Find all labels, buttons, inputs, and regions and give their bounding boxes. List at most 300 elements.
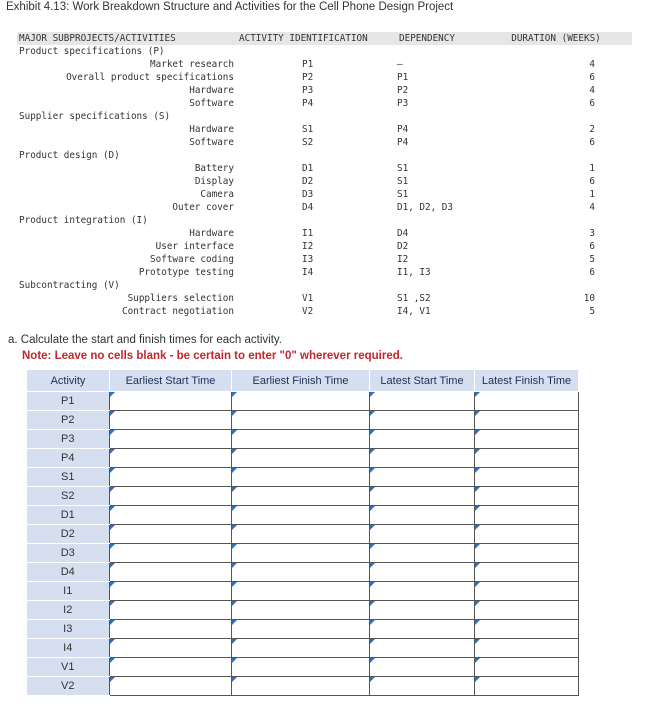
earliest-start-input[interactable] [110,678,231,694]
wbs-activity-row [17,162,632,175]
wbs-activity-row [17,97,632,110]
latest-finish-input-cell[interactable] [475,563,579,582]
earliest-finish-input-cell[interactable] [232,620,370,639]
input-corner-marker-icon [110,544,115,549]
wbs-activity-row [17,188,632,201]
latest-finish-input[interactable] [475,545,578,561]
earliest-start-input-cell[interactable] [110,620,232,639]
wbs-activity-row [17,305,632,318]
wbs-activity-name: Contract negotiation [122,306,234,317]
latest-start-input[interactable] [370,488,474,504]
latest-finish-input[interactable] [475,621,578,637]
input-corner-marker-icon [110,525,115,530]
latest-start-input[interactable] [370,412,474,428]
earliest-finish-input-cell[interactable] [232,506,370,525]
wbs-activity-name: Software [189,98,234,109]
earliest-start-input-cell[interactable] [110,430,232,449]
latest-finish-input[interactable] [475,507,578,523]
earliest-start-input-cell[interactable] [110,506,232,525]
wbs-duration: 4 [589,202,595,213]
earliest-finish-input-cell[interactable] [232,658,370,677]
wbs-activity-id: I4 [302,267,314,278]
wbs-activity-id: P1 [302,59,314,70]
latest-start-input[interactable] [370,545,474,561]
wbs-dependency: P3 [397,98,409,109]
input-corner-marker-icon [110,563,115,568]
answer-row [27,411,579,430]
latest-start-input[interactable] [370,621,474,637]
wbs-dependency: S1 ,S2 [397,293,431,304]
activity-label: S2 [27,487,110,506]
latest-start-input-cell[interactable] [370,639,475,658]
wbs-activity-name: Software coding [150,254,234,265]
answer-header-row [27,370,579,392]
earliest-start-input-cell[interactable] [110,411,232,430]
earliest-finish-input-cell[interactable] [232,525,370,544]
earliest-finish-input[interactable] [232,431,369,447]
input-corner-marker-icon [110,582,115,587]
earliest-start-input[interactable] [110,621,231,637]
wbs-activity-row [17,123,632,136]
earliest-finish-input[interactable] [232,488,369,504]
wbs-dependency: I2 [397,254,409,265]
answer-row [27,601,579,620]
answer-row [27,544,579,563]
input-corner-marker-icon [110,449,115,454]
earliest-finish-input-cell[interactable] [232,487,370,506]
input-corner-marker-icon [232,411,237,416]
earliest-finish-input-cell[interactable] [232,544,370,563]
wbs-activity-id: V1 [302,293,314,304]
wbs-activity-name: Prototype testing [138,267,234,278]
wbs-dependency: I1, I3 [397,267,431,278]
input-corner-marker-icon [370,506,375,511]
earliest-start-input[interactable] [110,602,231,618]
latest-finish-input-cell[interactable] [475,620,579,639]
input-corner-marker-icon [232,677,237,682]
activity-label: I1 [27,582,110,601]
wbs-activity-id: S2 [302,137,314,148]
wbs-activity-row [17,253,632,266]
wbs-activity-name: Outer cover [172,202,234,213]
wbs-dependency: S1 [397,189,409,200]
wbs-activity-name: Market research [150,59,234,70]
wbs-activity-row [17,175,632,188]
activity-label: P3 [27,430,110,449]
activity-label: S1 [27,468,110,487]
latest-start-input[interactable] [370,602,474,618]
latest-start-input-cell[interactable] [370,449,475,468]
wbs-group-row [17,279,632,292]
wbs-duration: 4 [589,85,595,96]
input-corner-marker-icon [370,601,375,606]
wbs-dependency: I4, V1 [397,306,431,317]
latest-finish-input-cell[interactable] [475,506,579,525]
input-corner-marker-icon [370,411,375,416]
latest-finish-input[interactable] [475,564,578,580]
header-activity: Activity [27,370,110,392]
wbs-dependency: – [397,59,403,70]
latest-finish-input-cell[interactable] [475,677,579,696]
earliest-start-input[interactable] [110,583,231,599]
earliest-finish-input[interactable] [232,678,369,694]
earliest-finish-input[interactable] [232,393,369,409]
input-corner-marker-icon [370,620,375,625]
input-corner-marker-icon [370,582,375,587]
latest-start-input-cell[interactable] [370,544,475,563]
input-corner-marker-icon [475,506,480,511]
input-corner-marker-icon [475,601,480,606]
wbs-activity-id: S1 [302,124,314,135]
latest-start-input-cell[interactable] [370,506,475,525]
wbs-duration: 1 [589,163,595,174]
earliest-start-input[interactable] [110,488,231,504]
wbs-group-name: Product design (D) [19,150,120,161]
wbs-activity-row [17,292,632,305]
input-corner-marker-icon [370,392,375,397]
wbs-group-row [17,110,632,123]
wbs-activity-id: I3 [302,254,314,265]
wbs-header-duration: DURATION (WEEKS) [511,33,601,44]
wbs-dependency: D1, D2, D3 [397,202,453,213]
input-corner-marker-icon [110,620,115,625]
latest-start-input-cell[interactable] [370,601,475,620]
earliest-finish-input-cell[interactable] [232,430,370,449]
wbs-dependency: S1 [397,163,409,174]
input-corner-marker-icon [370,563,375,568]
wbs-header-activity: ACTIVITY IDENTIFICATION [239,33,368,44]
latest-finish-input-cell[interactable] [475,487,579,506]
latest-start-input-cell[interactable] [370,411,475,430]
earliest-start-input[interactable] [110,431,231,447]
input-corner-marker-icon [370,658,375,663]
wbs-activity-id: D4 [302,202,314,213]
wbs-header-subprojects: MAJOR SUBPROJECTS/ACTIVITIES [19,33,176,44]
earliest-start-input-cell[interactable] [110,392,232,411]
question-instruction: a. Calculate the start and finish times for each activity. [8,334,282,346]
latest-finish-input[interactable] [475,640,578,656]
answer-row [27,468,579,487]
earliest-start-input-cell[interactable] [110,449,232,468]
earliest-finish-input-cell[interactable] [232,468,370,487]
earliest-start-input[interactable] [110,564,231,580]
wbs-dependency: P2 [397,85,409,96]
earliest-finish-input-cell[interactable] [232,639,370,658]
wbs-duration: 6 [589,267,595,278]
latest-start-input[interactable] [370,640,474,656]
header-earliest-start: Earliest Start Time [110,370,232,392]
wbs-header-dependency: DEPENDENCY [399,33,455,44]
answer-row [27,392,579,411]
latest-start-input-cell[interactable] [370,677,475,696]
answer-row [27,430,579,449]
latest-finish-input[interactable] [475,583,578,599]
input-corner-marker-icon [370,430,375,435]
answer-row [27,677,579,696]
wbs-group-name: Product specifications (P) [19,46,165,57]
wbs-activity-name: Overall product specifications [66,72,234,83]
latest-finish-input-cell[interactable] [475,430,579,449]
wbs-dependency: D4 [397,228,409,239]
input-corner-marker-icon [110,430,115,435]
earliest-start-input-cell[interactable] [110,639,232,658]
wbs-duration: 6 [589,241,595,252]
latest-finish-input[interactable] [475,431,578,447]
latest-start-input-cell[interactable] [370,392,475,411]
input-corner-marker-icon [232,449,237,454]
answer-row [27,506,579,525]
input-corner-marker-icon [232,468,237,473]
earliest-start-input-cell[interactable] [110,544,232,563]
earliest-start-input[interactable] [110,393,231,409]
latest-finish-input-cell[interactable] [475,639,579,658]
wbs-activity-row [17,227,632,240]
input-corner-marker-icon [475,392,480,397]
input-corner-marker-icon [370,487,375,492]
wbs-duration: 6 [589,72,595,83]
earliest-finish-input[interactable] [232,602,369,618]
wbs-dependency: S1 [397,176,409,187]
header-earliest-finish: Earliest Finish Time [232,370,370,392]
answer-row [27,449,579,468]
earliest-start-input-cell[interactable] [110,563,232,582]
earliest-finish-input[interactable] [232,621,369,637]
earliest-finish-input[interactable] [232,526,369,542]
earliest-start-input[interactable] [110,450,231,466]
latest-start-input-cell[interactable] [370,563,475,582]
input-corner-marker-icon [232,601,237,606]
wbs-activity-row [17,201,632,214]
activity-label: P2 [27,411,110,430]
latest-start-input-cell[interactable] [370,468,475,487]
latest-start-input[interactable] [370,564,474,580]
answer-body [27,392,579,696]
latest-start-input-cell[interactable] [370,582,475,601]
earliest-start-input-cell[interactable] [110,677,232,696]
answer-row [27,620,579,639]
activity-label: V2 [27,677,110,696]
latest-start-input[interactable] [370,393,474,409]
answer-row [27,525,579,544]
latest-finish-input[interactable] [475,526,578,542]
earliest-finish-input-cell[interactable] [232,411,370,430]
wbs-dependency: P4 [397,137,409,148]
latest-start-input[interactable] [370,431,474,447]
latest-finish-input-cell[interactable] [475,392,579,411]
input-corner-marker-icon [232,582,237,587]
earliest-finish-input[interactable] [232,412,369,428]
activity-label: D4 [27,563,110,582]
earliest-start-input[interactable] [110,545,231,561]
wbs-duration: 6 [589,98,595,109]
earliest-finish-input-cell[interactable] [232,677,370,696]
earliest-finish-input[interactable] [232,545,369,561]
wbs-duration: 4 [589,59,595,70]
latest-finish-input[interactable] [475,678,578,694]
wbs-dependency: P4 [397,124,409,135]
earliest-finish-input-cell[interactable] [232,392,370,411]
activity-label: P1 [27,392,110,411]
input-corner-marker-icon [110,677,115,682]
earliest-finish-input[interactable] [232,583,369,599]
earliest-start-input[interactable] [110,469,231,485]
wbs-activity-id: V2 [302,306,314,317]
wbs-duration: 5 [589,306,595,317]
answer-row [27,487,579,506]
earliest-start-input-cell[interactable] [110,468,232,487]
activity-label: I3 [27,620,110,639]
latest-finish-input[interactable] [475,602,578,618]
wbs-activity-name: Software [189,137,234,148]
latest-start-input-cell[interactable] [370,430,475,449]
wbs-group-name: Subcontracting (V) [19,280,120,291]
earliest-finish-input[interactable] [232,659,369,675]
wbs-dependency: P1 [397,72,409,83]
wbs-activity-name: Hardware [189,85,234,96]
activity-label: P4 [27,449,110,468]
latest-finish-input-cell[interactable] [475,411,579,430]
input-corner-marker-icon [232,544,237,549]
latest-start-input-cell[interactable] [370,525,475,544]
input-corner-marker-icon [110,392,115,397]
input-corner-marker-icon [475,582,480,587]
wbs-activity-name: Battery [194,163,234,174]
wbs-activity-name: Display [194,176,234,187]
wbs-activity-row [17,136,632,149]
input-corner-marker-icon [232,620,237,625]
input-corner-marker-icon [475,525,480,530]
earliest-start-input-cell[interactable] [110,582,232,601]
latest-finish-input-cell[interactable] [475,525,579,544]
input-corner-marker-icon [232,392,237,397]
latest-finish-input-cell[interactable] [475,544,579,563]
answer-row [27,658,579,677]
earliest-finish-input-cell[interactable] [232,601,370,620]
earliest-finish-input-cell[interactable] [232,563,370,582]
earliest-start-input[interactable] [110,640,231,656]
latest-finish-input[interactable] [475,393,578,409]
wbs-duration: 6 [589,176,595,187]
latest-finish-input[interactable] [475,659,578,675]
earliest-start-input-cell[interactable] [110,525,232,544]
wbs-activity-name: Camera [200,189,234,200]
latest-start-input[interactable] [370,659,474,675]
input-corner-marker-icon [475,449,480,454]
wbs-group-row [17,149,632,162]
wbs-activity-id: P4 [302,98,314,109]
input-corner-marker-icon [475,468,480,473]
input-corner-marker-icon [232,525,237,530]
latest-finish-input[interactable] [475,469,578,485]
input-corner-marker-icon [475,563,480,568]
latest-start-input[interactable] [370,526,474,542]
earliest-finish-input-cell[interactable] [232,582,370,601]
earliest-start-input-cell[interactable] [110,487,232,506]
latest-start-input-cell[interactable] [370,487,475,506]
earliest-start-input[interactable] [110,507,231,523]
activity-label: D1 [27,506,110,525]
earliest-start-input[interactable] [110,412,231,428]
earliest-finish-input[interactable] [232,450,369,466]
latest-finish-input[interactable] [475,412,578,428]
latest-finish-input-cell[interactable] [475,601,579,620]
input-corner-marker-icon [370,639,375,644]
wbs-activity-name: Suppliers selection [127,293,234,304]
wbs-activity-id: D3 [302,189,314,200]
latest-start-input[interactable] [370,507,474,523]
wbs-duration: 1 [589,189,595,200]
latest-start-input[interactable] [370,469,474,485]
latest-finish-input[interactable] [475,488,578,504]
input-corner-marker-icon [110,658,115,663]
input-corner-marker-icon [110,506,115,511]
wbs-activity-id: P2 [302,72,314,83]
wbs-duration: 3 [589,228,595,239]
wbs-activity-id: P3 [302,85,314,96]
latest-finish-input-cell[interactable] [475,582,579,601]
activity-label: I2 [27,601,110,620]
latest-start-input[interactable] [370,583,474,599]
input-corner-marker-icon [232,506,237,511]
latest-start-input[interactable] [370,678,474,694]
wbs-activity-row [17,240,632,253]
input-corner-marker-icon [475,620,480,625]
question-note: Note: Leave no cells blank - be certain to enter "0" wherever required. [22,350,403,362]
latest-finish-input-cell[interactable] [475,449,579,468]
input-corner-marker-icon [370,468,375,473]
input-corner-marker-icon [370,677,375,682]
earliest-start-input[interactable] [110,526,231,542]
wbs-body [17,45,632,318]
activity-label: D3 [27,544,110,563]
input-corner-marker-icon [232,658,237,663]
latest-finish-input[interactable] [475,450,578,466]
earliest-start-input-cell[interactable] [110,601,232,620]
answer-row [27,582,579,601]
answer-row [27,563,579,582]
exhibit-title: Exhibit 4.13: Work Breakdown Structure and Activities for the Cell Phone Design Project [6,1,454,13]
activity-label: D2 [27,525,110,544]
latest-finish-input-cell[interactable] [475,658,579,677]
input-corner-marker-icon [475,411,480,416]
earliest-finish-input[interactable] [232,564,369,580]
input-corner-marker-icon [110,487,115,492]
header-latest-finish: Latest Finish Time [475,370,579,392]
wbs-activity-name: Hardware [189,228,234,239]
input-corner-marker-icon [370,449,375,454]
input-corner-marker-icon [370,544,375,549]
latest-start-input-cell[interactable] [370,658,475,677]
input-corner-marker-icon [232,430,237,435]
wbs-activity-name: User interface [155,241,234,252]
earliest-finish-input[interactable] [232,507,369,523]
wbs-activity-id: I2 [302,241,314,252]
input-corner-marker-icon [475,487,480,492]
wbs-duration: 6 [589,137,595,148]
activity-label: I4 [27,639,110,658]
header-latest-start: Latest Start Time [370,370,475,392]
latest-finish-input-cell[interactable] [475,468,579,487]
latest-start-input-cell[interactable] [370,620,475,639]
earliest-start-input-cell[interactable] [110,658,232,677]
wbs-activity-id: D1 [302,163,314,174]
earliest-finish-input[interactable] [232,640,369,656]
earliest-finish-input-cell[interactable] [232,449,370,468]
earliest-start-input[interactable] [110,659,231,675]
earliest-finish-input[interactable] [232,469,369,485]
wbs-duration: 10 [583,293,595,304]
latest-start-input[interactable] [370,450,474,466]
